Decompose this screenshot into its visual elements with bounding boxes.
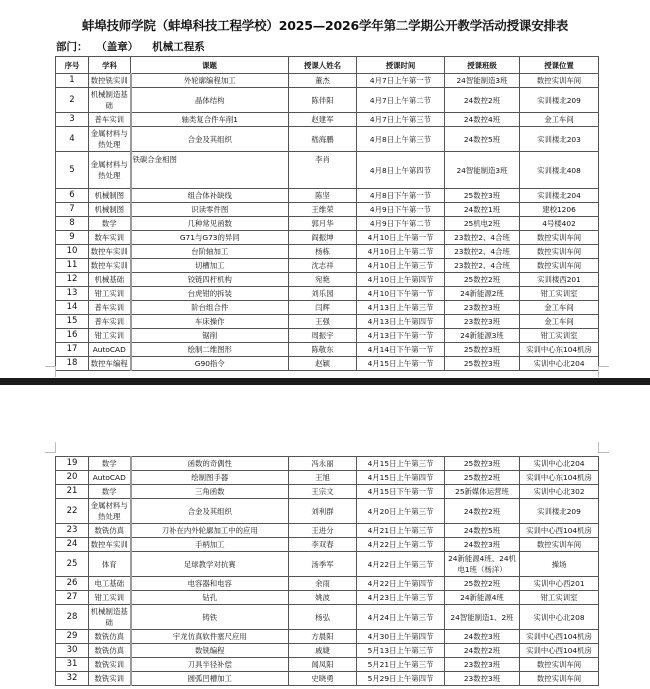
cell-class: 25数控3班 <box>445 343 520 357</box>
cell-location: 建校1206 <box>520 203 599 217</box>
cell-time: 4月21日上午第三节 <box>357 524 445 538</box>
cell-topic: 晶体结构 <box>131 88 289 113</box>
table-row <box>56 113 599 127</box>
cell-subject: 数控车实训 <box>89 245 131 259</box>
seal-label: （盖章） <box>101 41 139 53</box>
table-row <box>56 74 599 88</box>
table-row <box>56 357 599 371</box>
table-row <box>56 329 599 343</box>
cell-time: 4月15日下午第一节 <box>357 485 445 499</box>
cell-time: 4月13日上午第四节 <box>357 315 445 329</box>
table-row <box>56 259 599 273</box>
cell-location: 实训楼北204 <box>520 189 599 203</box>
cell-subject: 数控铣实训 <box>89 74 131 88</box>
cell-topic: 铰链四杆机构 <box>131 273 289 287</box>
cell-topic: 合金及其组织 <box>131 499 289 524</box>
cell-location: 实训楼北209 <box>520 88 599 113</box>
cell-subject: 数车实训 <box>89 231 131 245</box>
cell-time: 4月14日下午第一节 <box>357 343 445 357</box>
cell-seq: 30 <box>56 644 89 658</box>
cell-class: 24新能源4班 <box>445 591 520 605</box>
cell-teacher: 闻凤阳 <box>289 658 357 672</box>
cell-location: 数控实训车间 <box>520 74 599 88</box>
cell-subject: 电工基础 <box>89 577 131 591</box>
table-row <box>56 273 599 287</box>
cell-teacher: 刘利群 <box>289 499 357 524</box>
cell-time: 4月9日下午第一节 <box>357 203 445 217</box>
cell-topic: 组合体补缺线 <box>131 189 289 203</box>
cell-teacher: 李肖 <box>289 152 357 189</box>
cell-time: 4月10日上午第三节 <box>357 259 445 273</box>
cell-teacher: 王宗文 <box>289 485 357 499</box>
header-teacher: 授课人姓名 <box>289 57 357 74</box>
cell-class: 24数控4班 <box>445 113 520 127</box>
cell-class: 23数控3班 <box>445 301 520 315</box>
header-class: 授课班级 <box>445 57 520 74</box>
page-corner-mark <box>598 442 609 453</box>
header-topic: 课题 <box>131 57 289 74</box>
cell-class: 25数控2班 <box>445 577 520 591</box>
cell-class: 25数控3班 <box>445 357 520 371</box>
department-line <box>56 39 219 54</box>
cell-location: 金工车间 <box>520 113 599 127</box>
cell-seq: 32 <box>56 672 89 686</box>
cell-class: 23数控3班 <box>445 658 520 672</box>
cell-seq: 6 <box>56 189 89 203</box>
cell-teacher: 王旭 <box>289 471 357 485</box>
header-time: 授课时间 <box>357 57 445 74</box>
table-row <box>56 217 599 231</box>
table-row <box>56 203 599 217</box>
cell-subject: 金属材料与热处理 <box>89 127 131 152</box>
cell-topic: 刀具半径补偿 <box>131 658 289 672</box>
cell-class: 24数控2班 <box>445 499 520 524</box>
cell-subject: 金属材料与热处理 <box>89 499 131 524</box>
cell-teacher: 阎振坤 <box>289 231 357 245</box>
table-row <box>56 457 599 471</box>
cell-topic: 台阶轴加工 <box>131 245 289 259</box>
cell-subject: 数控车实训 <box>89 259 131 273</box>
cell-seq: 21 <box>56 485 89 499</box>
cell-teacher: 戚婕 <box>289 644 357 658</box>
cell-subject: 数学 <box>89 457 131 471</box>
cell-subject: 普车实训 <box>89 301 131 315</box>
cell-time: 5月21日上午第三节 <box>357 658 445 672</box>
cell-seq: 4 <box>56 127 89 152</box>
cell-teacher: 余雨 <box>289 577 357 591</box>
cell-teacher: 方晨阳 <box>289 630 357 644</box>
cell-location: 金工车间 <box>520 315 599 329</box>
cell-topic: 锯削 <box>131 329 289 343</box>
table-row <box>56 577 599 591</box>
cell-subject: 数铣仿真 <box>89 630 131 644</box>
cell-teacher: 董杰 <box>289 74 357 88</box>
cell-seq: 31 <box>56 658 89 672</box>
cell-location: 实训中心北302 <box>520 485 599 499</box>
cell-seq: 9 <box>56 231 89 245</box>
table-row <box>56 471 599 485</box>
cell-time: 4月8日上午第四节 <box>357 152 445 189</box>
cell-topic: 电容器和电容 <box>131 577 289 591</box>
cell-location: 4号楼402 <box>520 217 599 231</box>
cell-topic: 铸铁 <box>131 605 289 630</box>
cell-time: 4月20日上午第三节 <box>357 499 445 524</box>
cell-class: 25机电2班 <box>445 217 520 231</box>
cell-class: 24数控1班 <box>445 203 520 217</box>
cell-class: 23数控3班 <box>445 672 520 686</box>
cell-class: 23数控2、4合班 <box>445 231 520 245</box>
cell-subject: AutoCAD <box>89 343 131 357</box>
cell-teacher: 郭月华 <box>289 217 357 231</box>
cell-seq: 24 <box>56 538 89 552</box>
cell-location: 数控实训车间 <box>520 231 599 245</box>
page-separator <box>0 378 650 385</box>
cell-teacher: 赵颖 <box>289 357 357 371</box>
cell-location: 钳工实训室 <box>520 287 599 301</box>
cell-topic: G71与G73的异同 <box>131 231 289 245</box>
cell-class: 24新能源4班、24机电1班（杨洋） <box>445 552 520 577</box>
cell-subject: 钳工实训 <box>89 287 131 301</box>
table-row <box>56 485 599 499</box>
cell-subject: 机械制造基础 <box>89 605 131 630</box>
header-subject: 学科 <box>89 57 131 74</box>
cell-location: 实训中心西201 <box>520 577 599 591</box>
table-row <box>56 88 599 113</box>
cell-topic: 绘制图手器 <box>131 471 289 485</box>
page-corner-mark <box>45 366 56 377</box>
cell-subject: 钳工实训 <box>89 329 131 343</box>
cell-time: 4月15日上午第四节 <box>357 471 445 485</box>
document-title: 蚌埠技师学院（蚌埠科技工程学校）2025—2026学年第二学期公开教学活动授课安排表 <box>81 18 569 33</box>
cell-seq: 26 <box>56 577 89 591</box>
cell-location: 数控实训车间 <box>520 658 599 672</box>
cell-time: 4月7日上午第二节 <box>357 88 445 113</box>
cell-location: 实训中心西104机房 <box>520 644 599 658</box>
cell-location: 数控实训车间 <box>520 672 599 686</box>
cell-location: 实训楼北408 <box>520 152 599 189</box>
cell-subject: 体育 <box>89 552 131 577</box>
cell-location: 实训中心北204 <box>520 457 599 471</box>
cell-time: 4月10日上午第四节 <box>357 273 445 287</box>
table-row <box>56 152 599 189</box>
table-row <box>56 552 599 577</box>
cell-teacher: 陈敬东 <box>289 343 357 357</box>
header-seq: 序号 <box>56 57 89 74</box>
cell-seq: 25 <box>56 552 89 577</box>
cell-seq: 5 <box>56 152 89 189</box>
table-row <box>56 127 599 152</box>
cell-class: 24数控3班 <box>445 630 520 644</box>
cell-teacher: 赵建军 <box>289 113 357 127</box>
cell-teacher: 杨栋 <box>289 245 357 259</box>
table-row <box>56 658 599 672</box>
header-location: 授课位置 <box>520 57 599 74</box>
cell-seq: 8 <box>56 217 89 231</box>
cell-seq: 11 <box>56 259 89 273</box>
cell-topic: 数铣编程 <box>131 644 289 658</box>
cell-teacher: 宛艳 <box>289 273 357 287</box>
table-row <box>56 343 599 357</box>
cell-location: 实训楼北209 <box>520 499 599 524</box>
cell-location: 数控实训车间 <box>520 245 599 259</box>
cell-seq: 29 <box>56 630 89 644</box>
table-row <box>56 301 599 315</box>
cell-class: 23数控2、4合班 <box>445 245 520 259</box>
schedule-table-page2 <box>55 456 599 686</box>
cell-subject: 数铣实训 <box>89 672 131 686</box>
table-row <box>56 315 599 329</box>
cell-seq: 28 <box>56 605 89 630</box>
cell-subject: 机械制图 <box>89 203 131 217</box>
cell-subject: 钳工实训 <box>89 591 131 605</box>
cell-location: 实训中心北204 <box>520 357 599 371</box>
cell-topic: G90指令 <box>131 357 289 371</box>
cell-time: 4月7日上午第三节 <box>357 113 445 127</box>
cell-topic: 切槽加工 <box>131 259 289 273</box>
cell-class: 24新能源2班 <box>445 287 520 301</box>
dept-label: 部门： <box>56 41 88 53</box>
cell-teacher: 王进分 <box>289 524 357 538</box>
cell-topic: 阶台组合件 <box>131 301 289 315</box>
cell-class: 24智能制造3班 <box>445 74 520 88</box>
cell-location: 数控实训车间 <box>520 538 599 552</box>
cell-seq: 13 <box>56 287 89 301</box>
cell-topic: 合金及其组织 <box>131 127 289 152</box>
schedule-table-page1 <box>55 56 599 371</box>
table-row <box>56 672 599 686</box>
cell-subject: 数铣仿真 <box>89 644 131 658</box>
cell-teacher: 沈志祥 <box>289 259 357 273</box>
cell-topic: 钻孔 <box>131 591 289 605</box>
cell-location: 钳工实训室 <box>520 591 599 605</box>
cell-subject: 数控车编程 <box>89 357 131 371</box>
cell-teacher: 周振宇 <box>289 329 357 343</box>
cell-location: 实训楼北203 <box>520 127 599 152</box>
cell-teacher: 陈坚 <box>289 189 357 203</box>
cell-location: 实训中心北208 <box>520 605 599 630</box>
table-row <box>56 245 599 259</box>
table-row <box>56 524 599 538</box>
cell-teacher: 史晓勇 <box>289 672 357 686</box>
cell-seq: 7 <box>56 203 89 217</box>
table-row <box>56 231 599 245</box>
cell-time: 4月7日上午第一节 <box>357 74 445 88</box>
cell-topic: 轴类复合件车削1 <box>131 113 289 127</box>
cell-teacher: 李双春 <box>289 538 357 552</box>
cell-location: 钳工实训室 <box>520 329 599 343</box>
cell-seq: 22 <box>56 499 89 524</box>
cell-class: 25数控2班 <box>445 471 520 485</box>
cell-class: 25数控3班 <box>445 457 520 471</box>
cell-location: 实训中心西104机房 <box>520 524 599 538</box>
cell-time: 4月10日上午第二节 <box>357 245 445 259</box>
cell-seq: 23 <box>56 524 89 538</box>
table-row <box>56 644 599 658</box>
cell-class: 24数控2班 <box>445 88 520 113</box>
cell-time: 4月15日上午第一节 <box>357 357 445 371</box>
cell-location: 操场 <box>520 552 599 577</box>
cell-topic: 三角函数 <box>131 485 289 499</box>
cell-time: 4月22日上午第二节 <box>357 538 445 552</box>
cell-class: 24新能源3班 <box>445 329 520 343</box>
cell-topic: 足球教学对抗赛 <box>131 552 289 577</box>
cell-time: 4月15日上午第三节 <box>357 457 445 471</box>
table-row <box>56 499 599 524</box>
cell-subject: AutoCAD <box>89 471 131 485</box>
cell-topic: 车床操作 <box>131 315 289 329</box>
cell-teacher: 刘乐园 <box>289 287 357 301</box>
cell-teacher: 闫辉 <box>289 301 357 315</box>
cell-time: 4月22日上午第四节 <box>357 577 445 591</box>
table-row <box>56 605 599 630</box>
table-row <box>56 189 599 203</box>
cell-topic: 函数的奇偶性 <box>131 457 289 471</box>
cell-topic: 铁碳合金相图 <box>131 152 289 189</box>
cell-time: 4月8日上午第三节 <box>357 127 445 152</box>
cell-topic: 几种常见函数 <box>131 217 289 231</box>
cell-subject: 机械基础 <box>89 273 131 287</box>
cell-time: 4月23日上午第三节 <box>357 591 445 605</box>
cell-time: 5月29日上午第四节 <box>357 672 445 686</box>
cell-seq: 1 <box>56 74 89 88</box>
cell-location: 实训楼西201 <box>520 273 599 287</box>
cell-subject: 数铣仿真 <box>89 524 131 538</box>
cell-class: 24智能制造3班 <box>445 152 520 189</box>
cell-teacher: 王维荣 <box>289 203 357 217</box>
cell-location: 金工车间 <box>520 301 599 315</box>
cell-teacher: 王强 <box>289 315 357 329</box>
cell-class: 25新媒体运营班 <box>445 485 520 499</box>
cell-time: 4月24日上午第三节 <box>357 605 445 630</box>
cell-time: 4月10日上午第一节 <box>357 231 445 245</box>
cell-location: 实训中心东104机房 <box>520 343 599 357</box>
cell-class: 23数控3班 <box>445 315 520 329</box>
cell-teacher: 冯永丽 <box>289 457 357 471</box>
cell-seq: 19 <box>56 457 89 471</box>
cell-subject: 数学 <box>89 217 131 231</box>
cell-seq: 18 <box>56 357 89 371</box>
cell-time: 4月10日下午第一节 <box>357 287 445 301</box>
cell-location: 数控实训车间 <box>520 259 599 273</box>
cell-subject: 机械制图 <box>89 189 131 203</box>
cell-subject: 数铣实训 <box>89 658 131 672</box>
cell-topic: 台虎钳的拆装 <box>131 287 289 301</box>
cell-seq: 2 <box>56 88 89 113</box>
cell-class: 24智能制造1、2班 <box>445 605 520 630</box>
cell-seq: 15 <box>56 315 89 329</box>
cell-time: 4月13日上午第三节 <box>357 301 445 315</box>
cell-topic: 圆弧凹槽加工 <box>131 672 289 686</box>
cell-seq: 3 <box>56 113 89 127</box>
cell-seq: 12 <box>56 273 89 287</box>
cell-seq: 14 <box>56 301 89 315</box>
cell-seq: 27 <box>56 591 89 605</box>
cell-seq: 16 <box>56 329 89 343</box>
cell-seq: 20 <box>56 471 89 485</box>
cell-teacher: 杨弘 <box>289 605 357 630</box>
table-header-row <box>56 57 599 74</box>
cell-class: 24数控2班 <box>445 644 520 658</box>
table-row <box>56 630 599 644</box>
cell-time: 4月22日上午第三节 <box>357 552 445 577</box>
cell-subject: 普车实训 <box>89 113 131 127</box>
cell-subject: 数学 <box>89 485 131 499</box>
cell-class: 23数控2、4合班 <box>445 259 520 273</box>
cell-topic: 识读零件图 <box>131 203 289 217</box>
cell-teacher: 汤季军 <box>289 552 357 577</box>
cell-seq: 17 <box>56 343 89 357</box>
cell-subject: 普车实训 <box>89 315 131 329</box>
cell-time: 5月13日上午第三节 <box>357 644 445 658</box>
cell-topic: 外轮廓编程加工 <box>131 74 289 88</box>
cell-time: 4月13日下午第一节 <box>357 329 445 343</box>
page-corner-mark <box>598 366 609 377</box>
cell-topic: 绘制二维图形 <box>131 343 289 357</box>
dept-name: 机械工程系 <box>152 41 205 53</box>
cell-class: 24数控5班 <box>445 524 520 538</box>
cell-class: 24数控5班 <box>445 127 520 152</box>
cell-topic: 刀补在内外轮廓加工中的应用 <box>131 524 289 538</box>
table-row <box>56 538 599 552</box>
cell-teacher: 陈伴阳 <box>289 88 357 113</box>
cell-time: 4月30日上午第四节 <box>357 630 445 644</box>
page-corner-mark <box>45 442 56 453</box>
cell-class: 24数控3班 <box>445 538 520 552</box>
cell-subject: 机械制造基础 <box>89 88 131 113</box>
table-row <box>56 287 599 301</box>
cell-teacher: 嵇海鹏 <box>289 127 357 152</box>
cell-topic: 宇龙仿真软件塞尺应用 <box>131 630 289 644</box>
cell-location: 实训中心东104机房 <box>520 471 599 485</box>
table-row <box>56 591 599 605</box>
cell-subject: 数控车实训 <box>89 538 131 552</box>
cell-seq: 10 <box>56 245 89 259</box>
cell-teacher: 姚波 <box>289 591 357 605</box>
cell-topic: 手柄加工 <box>131 538 289 552</box>
cell-time: 4月9日下午第二节 <box>357 217 445 231</box>
cell-subject: 金属材料与热处理 <box>89 152 131 189</box>
cell-time: 4月8日下午第一节 <box>357 189 445 203</box>
cell-location: 实训中心西104机房 <box>520 630 599 644</box>
cell-class: 25数控2班 <box>445 273 520 287</box>
cell-class: 25数控3班 <box>445 189 520 203</box>
